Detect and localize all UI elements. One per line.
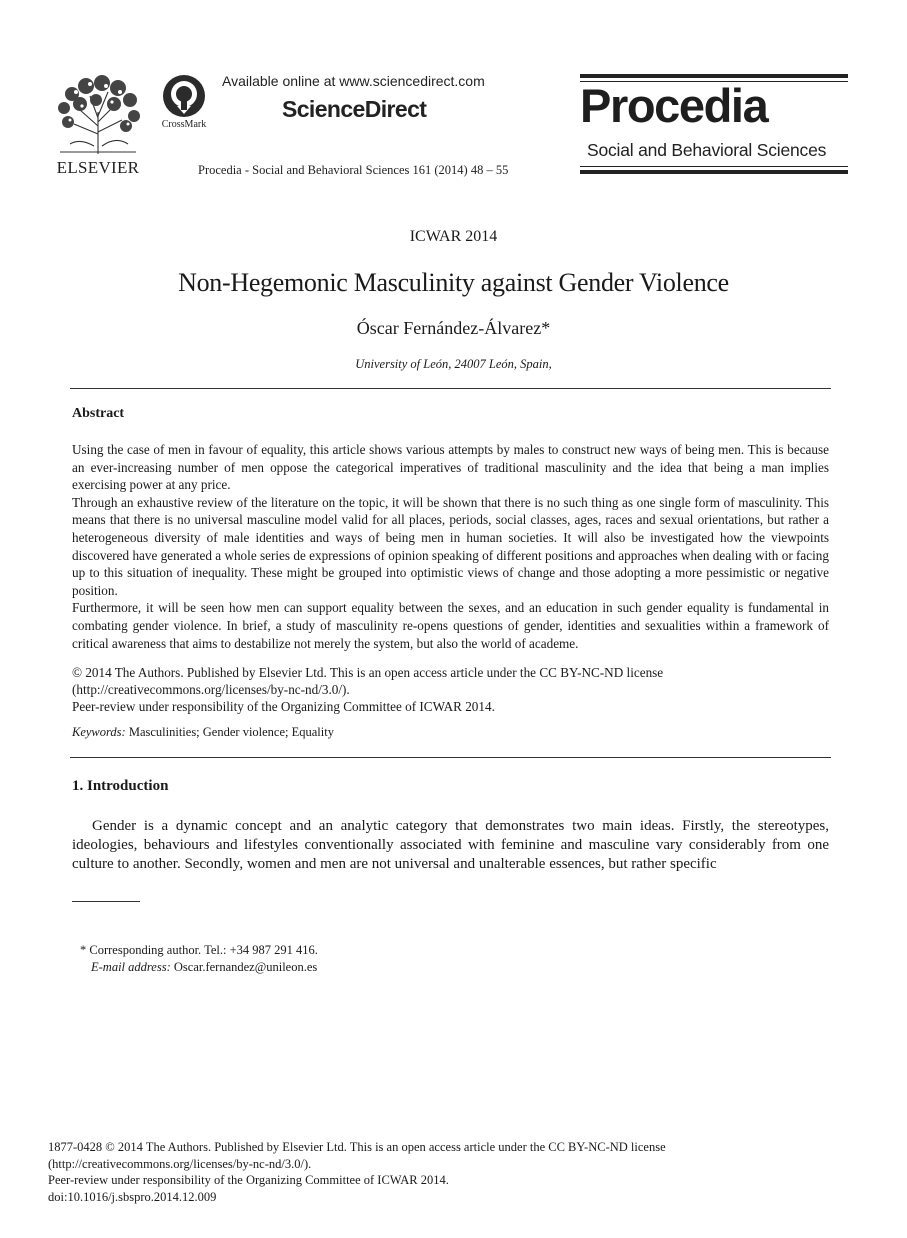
- procedia-subtitle: Social and Behavioral Sciences: [587, 140, 827, 160]
- elsevier-logo: [50, 74, 146, 178]
- keywords-line: [72, 725, 334, 740]
- email-line: [80, 959, 318, 976]
- author-affiliation: University of León, 24007 León, Spain,: [355, 357, 552, 371]
- journal-reference: Procedia - Social and Behavioral Sciences 161 (2014) 48 – 55: [198, 163, 509, 177]
- abstract-paragraph-2: Through an exhaustive review of the literature on the topic, it will be shown that there is no such thing as one single form of masculinity. This means that there is no universal masculine model valid for all places, periods, social classes, ages, races and sexual orientations, but rather a heterogeneous diversity of male identities and ways of being men in human societies. It will also be investigated how the viewpoints discovered have generated a whole series de expressions of opinion speaking of different positions and approaches when dealing with or facing up to this situation of inequality. These might be grouped into optimistic views of change and those adopting a more pessimistic or negative position.: [72, 494, 829, 598]
- sciencedirect-brand: ScienceDirect: [282, 96, 427, 122]
- abstract-paragraph-3: Furthermore, it will be seen how men can support equality between the sexes, and an education in such gender equality is fundamental in combating gender violence. In brief, a study of masculinity re-opens questions of gender, identities and sexualities within a framework of critical awareness that aims to destabilize not merely the system, but also the world of academe.: [72, 600, 829, 651]
- article-title: Non-Hegemonic Masculinity against Gender Violence: [178, 268, 729, 297]
- footnote: [80, 942, 318, 976]
- procedia-bottom-rule: [580, 170, 848, 174]
- corresponding-author-note: * Corresponding author. Tel.: +34 987 291 416.: [80, 943, 318, 957]
- abstract-top-divider: [70, 388, 831, 389]
- available-online-link[interactable]: Available online at www.sciencedirect.com: [222, 73, 485, 89]
- author-name: Óscar Fernández-Álvarez*: [356, 318, 551, 338]
- page-bottom-info: [48, 1139, 666, 1205]
- crossmark-badge[interactable]: [156, 74, 212, 134]
- crossmark-label: CrossMark: [161, 119, 207, 130]
- license-block: [72, 664, 829, 716]
- issn-license-line: 1877-0428 © 2014 The Authors. Published by Elsevier Ltd. This is an open access article under the CC BY-NC-ND license: [48, 1140, 666, 1154]
- license-url-link[interactable]: (http://creativecommons.org/licenses/by-nc-nd/3.0/).: [72, 682, 350, 698]
- introduction-heading: 1. Introduction: [72, 778, 169, 794]
- peer-review-statement: Peer-review under responsibility of the Organizing Committee of ICWAR 2014.: [72, 699, 495, 715]
- crossmark-icon: [162, 74, 206, 118]
- abstract-bottom-divider: [70, 757, 831, 758]
- abstract-paragraph-1: Using the case of men in favour of equality, this article shows various attempts by males to construct new ways of being men. This is because an ever-increasing number of men oppose the categorical imperatives of traditional masculinity and the idea that being a man implies exercising power at any price.: [72, 442, 829, 493]
- abstract-body: [72, 441, 829, 652]
- footnote-divider: [72, 901, 140, 902]
- bottom-peer-review: Peer-review under responsibility of the Organizing Committee of ICWAR 2014.: [48, 1173, 449, 1187]
- procedia-wordmark: Procedia: [580, 79, 768, 132]
- email-address-link[interactable]: Oscar.fernandez@unileon.es: [170, 960, 318, 974]
- conference-name: ICWAR 2014: [409, 228, 498, 245]
- elsevier-wordmark: ELSEVIER: [56, 158, 140, 177]
- procedia-bottom-thin-rule: [580, 166, 848, 167]
- email-label: E-mail address:: [91, 960, 171, 974]
- keywords-list: Masculinities; Gender violence; Equality: [125, 725, 334, 739]
- procedia-logo: [580, 74, 848, 176]
- keywords-label: Keywords:: [72, 725, 126, 739]
- license-statement: © 2014 The Authors. Published by Elsevier Ltd. This is an open access article under the CC BY-NC-ND license: [72, 665, 664, 680]
- bottom-license-url-link[interactable]: (http://creativecommons.org/licenses/by-nc-nd/3.0/).: [48, 1156, 312, 1171]
- elsevier-tree-icon: [50, 74, 146, 156]
- abstract-heading: Abstract: [72, 406, 125, 421]
- doi-link[interactable]: doi:10.1016/j.sbspro.2014.12.009: [48, 1189, 217, 1204]
- introduction-paragraph: Gender is a dynamic concept and an analytic category that demonstrates two main ideas. Firstly, the stereotypes, ideologies, behaviours and lifestyles conventionally associated with feminine and masculine vary considerably from one culture to another. Secondly, women and men are not universal and unalterable essences, but rather specific: [72, 818, 829, 872]
- introduction-body: [72, 817, 829, 874]
- procedia-top-rule: [580, 74, 848, 78]
